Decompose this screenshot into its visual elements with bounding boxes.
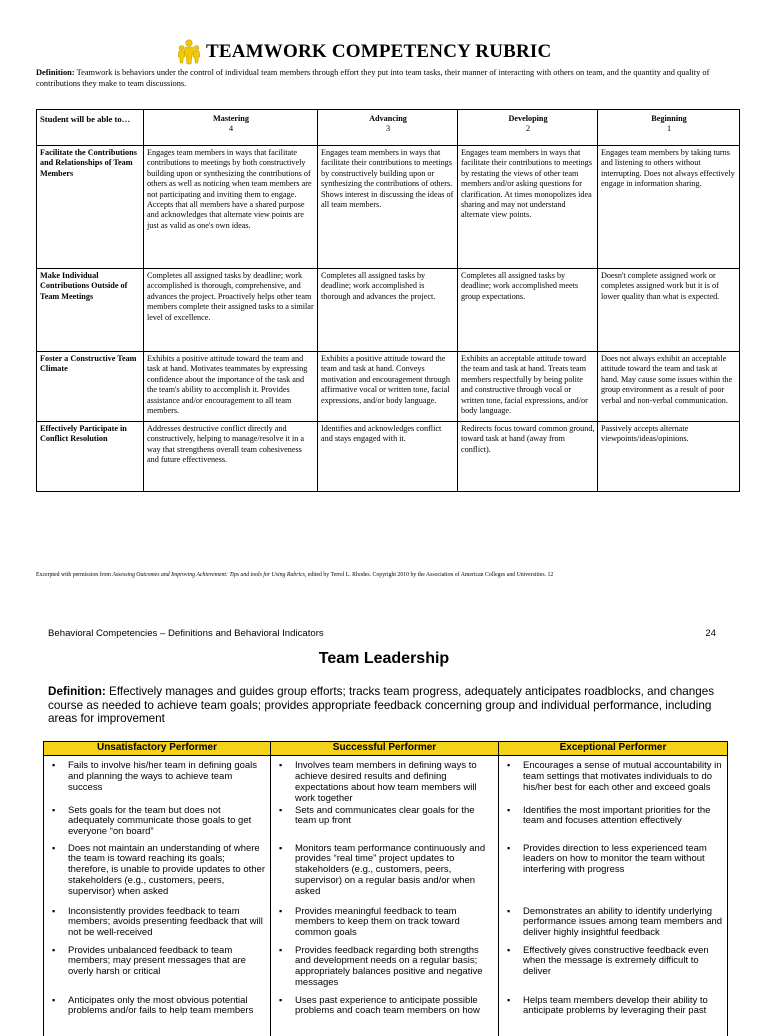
rubric-title-block [178,38,551,66]
rubric-cell: Addresses destructive conflict directly and constructively, helping to manage/resolve it in a way that strengthens overall team cohesiveness and future effectiveness. [144,422,318,492]
rubric-table [36,109,740,492]
leadership-row [44,806,728,844]
rubric-criterion: Foster a Constructive Team Climate [37,352,144,422]
indicator-item: ▪ Provides meaningful feedback to team members to keep them on track toward common goals [275,907,494,940]
indicator-item: ▪ Effectively gives constructive feedback even when the message is extremely difficult to deliver [503,946,723,979]
indicator-item: ▪ Identifies the most important priorities for the team and focuses attention effectively [503,806,723,828]
indicator-item: ▪ Helps team members develop their ability to anticipate problems by leveraging their past [503,996,723,1018]
level-name: Advancing [369,114,407,123]
rubric-level-developing [458,110,598,146]
rubric-cell: Exhibits a positive attitude toward the team and task at hand. Motivates teammates by expressing confidence about the importance of the task and the team's ability to accomplish it. Provides assistance and/or encouragement to all team members. [144,352,318,422]
rubric-footnote [36,572,736,578]
rubric-cell: Completes all assigned tasks by deadline; work accomplished is thorough, comprehensive, and advances the project. Proactively helps other team members complete their assigned tasks to a similar level of excellence. [144,269,318,352]
rubric-cell: Completes all assigned tasks by deadline; work accomplished meets group expectations. [458,269,598,352]
level-name: Developing [508,114,548,123]
rubric-cell: Exhibits an acceptable attitude toward the team and task at hand. Treats team members respectfully by being polite and constructive through vocal or written tone, facial expressions, and/or body language. [458,352,598,422]
rubric-row [37,422,740,492]
indicator-item: ▪ Demonstrates an ability to identify underlying performance issues among team members and deliver highly insightful feedback [503,907,723,940]
leadership-definition-label: Definition: [48,685,106,698]
column-header: Exceptional Performer [499,742,728,756]
rubric-cell: Completes all assigned tasks by deadline; work accomplished is thorough and advances the project. [318,269,458,352]
level-name: Beginning [651,114,687,123]
level-score: 2 [525,124,531,134]
level-score: 3 [385,124,391,134]
rubric-cell: Identifies and acknowledges conflict and stays engaged with it. [318,422,458,492]
level-score: 4 [228,124,234,134]
rubric-row [37,269,740,352]
rubric-header-first: Student will be able to… [37,110,144,146]
rubric-level-mastering [144,110,318,146]
running-header: Behavioral Competencies – Definitions and Behavioral Indicators [48,628,324,639]
leadership-page-header [48,628,716,639]
rubric-row [37,146,740,269]
team-people-icon [178,39,200,65]
indicator-item: ▪ Inconsistently provides feedback to team members; avoids presenting feedback that will not be well-received [48,907,266,940]
rubric-cell: Passively accepts alternate viewpoints/ideas/opinions. [598,422,740,492]
indicator-item: ▪ Involves team members in defining ways to achieve desired results and defining expectations about how team members will work together [275,761,494,805]
indicator-item: ▪ Does not maintain an understanding of where the team is toward reaching its goals; therefore, is unable to provide updates to other stakeholders (e.g., customers, peers, supervisor) when asked [48,844,266,899]
rubric-header-row [37,110,740,146]
leadership-row [44,946,728,996]
rubric-cell: Doesn't complete assigned work or completes assigned work but it is of lower quality than what is expected. [598,269,740,352]
rubric-level-beginning [598,110,740,146]
leadership-row [44,844,728,907]
leadership-row [44,907,728,946]
indicator-item: ▪ Sets and communicates clear goals for the team up front [275,806,494,828]
rubric-definition-label: Definition: [36,68,75,77]
rubric-criterion: Facilitate the Contributions and Relationships of Team Members [37,146,144,269]
rubric-cell: Engages team members by taking turns and listening to others without interrupting. Does not always effectively engage in information sharing. [598,146,740,269]
indicator-item: ▪ Monitors team performance continuously and provides “real time” project updates to stakeholders (e.g., customers, peers, supervisor) on a regular basis and/or when asked [275,844,494,899]
footnote-text: Excerpted with permission from [36,572,113,578]
leadership-row [44,756,728,806]
rubric-cell: Engages team members in ways that facilitate their contributions to meetings by constructively building upon or synthesizing the contributions of others. Shows interest in discussing the ideas of all team members. [318,146,458,269]
leadership-definition [48,685,724,726]
indicator-item: ▪ Provides direction to less experienced team leaders on how to monitor the team without interfering with progress [503,844,723,877]
leadership-title: Team Leadership [318,650,450,667]
indicator-item: ▪ Anticipates only the most obvious potential problems and/or fails to help team members [48,996,266,1018]
indicator-item: ▪ Provides unbalanced feedback to team members; may present messages that are overly harsh or critical [48,946,266,979]
rubric-definition [36,68,736,89]
leadership-header-row [44,742,728,756]
rubric-title: TEAMWORK COMPETENCY RUBRIC [206,41,552,62]
level-name: Mastering [213,114,249,123]
rubric-level-advancing [318,110,458,146]
level-score: 1 [666,124,672,134]
indicator-item: ▪ Uses past experience to anticipate possible problems and coach team members on how [275,996,494,1018]
rubric-criterion: Effectively Participate in Conflict Resolution [37,422,144,492]
leadership-table [43,741,728,1036]
indicator-item: ▪ Sets goals for the team but does not adequately communicate those goals to get everyone “on board” [48,806,266,839]
leadership-definition-text: Effectively manages and guides group efforts; tracks team progress, adequately anticipates roadblocks, and changes course as needed to achieve team goals; provides appropriate feedback concerning group and individual performance, including areas for improvement [48,685,715,726]
rubric-criterion: Make Individual Contributions Outside of Team Meetings [37,269,144,352]
rubric-cell: Engages team members in ways that facilitate contributions to meetings by both constructively building upon or synthesizing the contributions of others as well as noticing when team members are not participating and inviting them to engage. Accepts that all members have a shared purpose and acknowledges that alternate view points are just as valid as one's own ideas. [144,146,318,269]
footnote-text: , edited by Terrel L. Rhodes. Copyright 2010 by the Association of American Colleges and Universities. 12 [304,572,554,578]
rubric-cell: Does not always exhibit an acceptable attitude toward the team and task at hand. May cause some issues within the group environment as a result of poor verbal and non-verbal communication. [598,352,740,422]
indicator-item: ▪ Encourages a sense of mutual accountability in team settings that motivates individuals to do his/her best for each other and exceed goals [503,761,723,794]
rubric-cell: Redirects focus toward common ground, toward task at hand (away from conflict). [458,422,598,492]
rubric-cell: Engages team members in ways that facilitate their contributions to meetings by restating the views of other team members and/or asking questions for clarification. At times monopolizes idea sharing and may not understand alternate view points. [458,146,598,269]
indicator-item: ▪ Provides feedback regarding both strengths and development needs on a regular basis; appropriately balances positive and negative messages [275,946,494,990]
column-header: Unsatisfactory Performer [44,742,271,756]
column-header: Successful Performer [271,742,499,756]
page-number: 24 [705,628,716,639]
indicator-item: ▪ Fails to involve his/her team in defining goals and planning the ways to achieve team success [48,761,266,794]
rubric-cell: Exhibits a positive attitude toward the team and task at hand. Conveys motivation and encouragement through affirmative vocal or written tone, facial expressions, and/or body language. [318,352,458,422]
leadership-row [44,996,728,1036]
rubric-definition-text: Teamwork is behaviors under the control of individual team members through effort they put into team tasks, their manner of interacting with others on team, and the quantity and quality of contributions they make to team discussions. [36,68,710,88]
footnote-source-title: Assessing Outcomes and Improving Achievement: Tips and tools for Using Rubrics [112,572,305,578]
rubric-row [37,352,740,422]
